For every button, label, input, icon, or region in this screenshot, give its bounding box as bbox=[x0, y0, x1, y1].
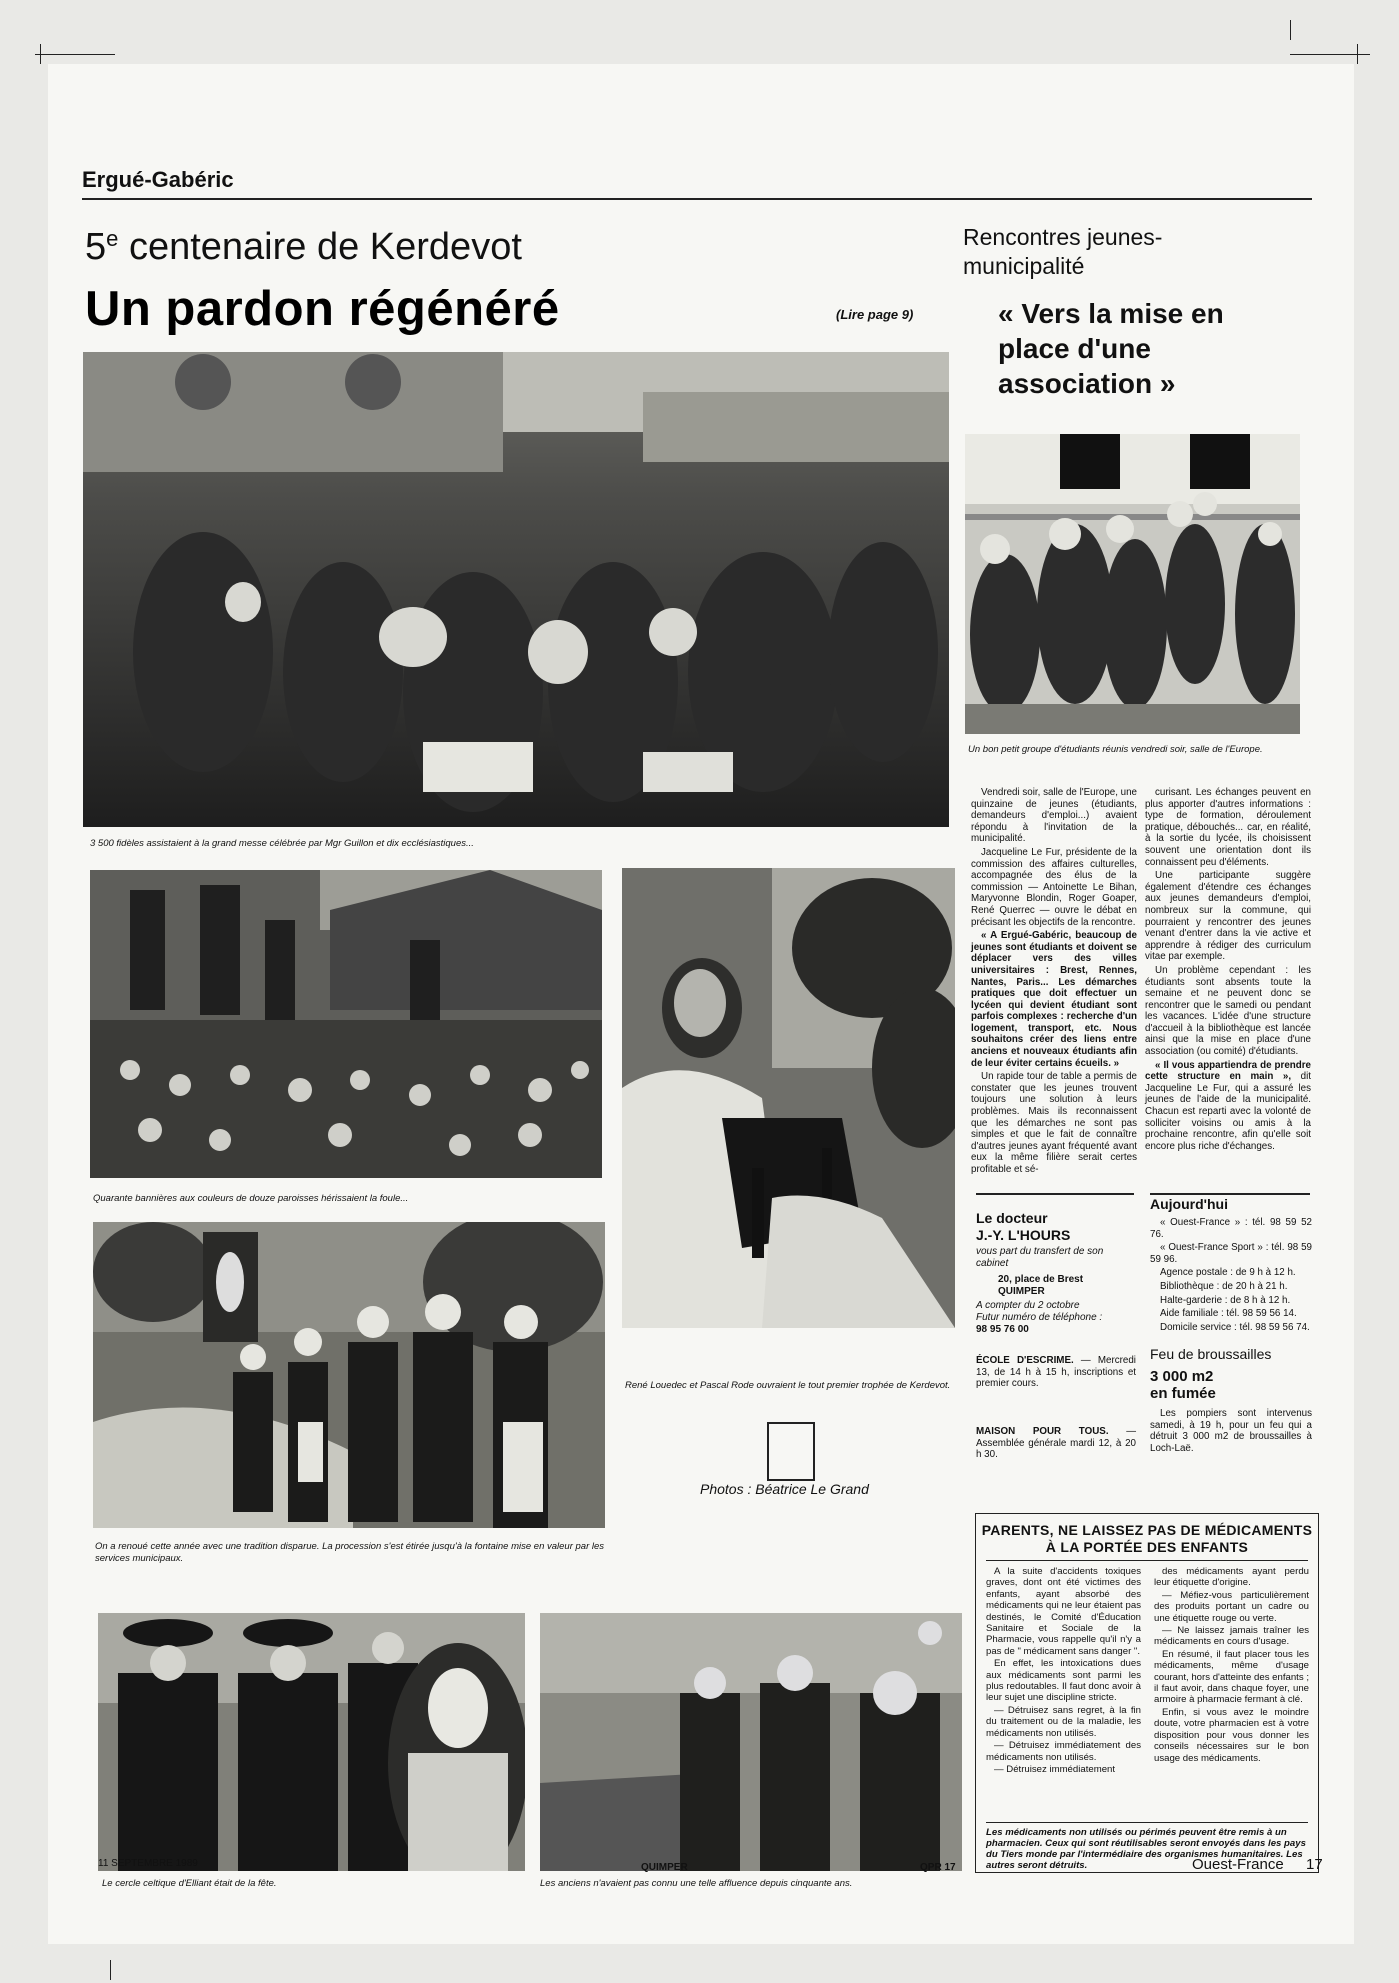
caption-anciens: Les anciens n'avaient pas connu une telle affluence depuis cinquante ans. bbox=[540, 1878, 853, 1889]
footer-paper: Ouest-France bbox=[1192, 1856, 1284, 1873]
today-box: Aujourd'hui « Ouest-France » : tél. 98 59 52 76. « Ouest-France Sport » : tél. 98 59 59 96. Agence postale : de 9 h à 12 h. Bibliothèque : de 20 h à 21 h. Halte-garderie : de 8 h à 12 h. Aide familiale : tél. 98 59 56 14. Domicile service : tél. 98 59 56 74. bbox=[1150, 1196, 1312, 1333]
crop-mark bbox=[1290, 54, 1370, 55]
photo-cercle-celtique bbox=[98, 1613, 525, 1871]
footer-page-number: 17 bbox=[1306, 1856, 1323, 1873]
crop-mark bbox=[40, 44, 41, 64]
photo-credit: Photos : Béatrice Le Grand bbox=[700, 1481, 869, 1497]
crop-mark bbox=[35, 54, 115, 55]
pharmacy-column-2: des médicaments ayant perdu leur étiquette d'origine. — Méfiez-vous particulièrement des produits portant un cadre ou une étiquette rouge ou verte. — Ne laissez jamais traîner les médicaments en cours d'usage. En résumé, il faut placer tous les médicaments, même d'usage courant, hors d'atteinte des enfants ; il faut avoir, dans chaque foyer, une armoire à pharmacie fermant à clé. Enfin, si vous avez le moindre doute, votre pharmacien est à votre disposition pour vous donner les conseils nécessaires sur le bon usage des médicaments. bbox=[1154, 1566, 1309, 1764]
section-label: Ergué-Gabéric bbox=[82, 167, 234, 192]
crop-mark bbox=[1290, 20, 1291, 40]
photo-credit-frame bbox=[767, 1422, 815, 1481]
section-rule bbox=[82, 198, 1312, 200]
photo-anciens bbox=[540, 1613, 962, 1871]
fire-article: Feu de broussailles 3 000 m2 en fumée Les pompiers sont intervenus samedi, à 19 h, pour un feu qui a détruit 3 000 m2 de broussailles à Loch-Laë. bbox=[1150, 1346, 1312, 1454]
brief-escrime: ÉCOLE D'ESCRIME. — Mercredi 13, de 14 h à 15 h, inscriptions et premier cours. bbox=[976, 1355, 1136, 1390]
caption-banners: Quarante bannières aux couleurs de douze paroisses hérissaient la foule... bbox=[93, 1193, 409, 1204]
main-kicker: 5e centenaire de Kerdevot bbox=[85, 226, 522, 268]
right-headline: « Vers la mise en place d'une association » bbox=[998, 298, 1224, 399]
photo-banners bbox=[90, 870, 602, 1178]
rule bbox=[986, 1822, 1308, 1823]
caption-cercle: Le cercle celtique d'Elliant était de la fête. bbox=[102, 1878, 277, 1889]
rule bbox=[986, 1560, 1308, 1561]
doctor-notice: Le docteur J.-Y. L'HOURS vous part du transfert de son cabinet 20, place de Brest QUIMPER A compter du 2 octobre Futur numéro de téléphone : 98 95 76 00 bbox=[976, 1210, 1104, 1335]
pharmacy-column-1: A la suite d'accidents toxiques graves, dont ont été victimes des enfants, ayant absorbé des médicaments qui ne leur étaient pas destinés, le Comité d'Éducation Sanitaire et Sociale de la Pharmacie, vous rappelle qu'il n'y a pas de " médicament sans danger ". En effet, les intoxications dues aux médicaments sont parmi les plus redoutables. Il faut donc avoir à leur sujet une discipline stricte. — Détruisez sans regret, à la fin du traitement ou de la maladie, les médicaments non utilisés. — Détruisez immédiatement des médicaments non utilisés. — Détruisez immédiatement bbox=[986, 1566, 1141, 1775]
caption-mass: 3 500 fidèles assistaient à la grand messe célébrée par Mgr Guillon et dix ecclésiastiques... bbox=[90, 838, 474, 849]
footer-date: 11 SEPTEMBRE 1989 bbox=[98, 1858, 198, 1869]
page-reference: (Lire page 9) bbox=[836, 307, 914, 322]
photo-procession bbox=[93, 1222, 605, 1528]
brief-maison: MAISON POUR TOUS. — Assemblée générale mardi 12, à 20 h 30. bbox=[976, 1426, 1136, 1461]
footer-city: QUIMPER bbox=[641, 1862, 688, 1873]
footer-code: QPR 17 bbox=[920, 1862, 956, 1873]
pharmacy-footnote: Les médicaments non utilisés ou périmés peuvent être remis à un pharmacien. Ceux qui sont réutilisables seront envoyés dans les pays du Tiers monde par l'intermédiaire des organismes humanitaires. Les autres seront détruits. bbox=[986, 1827, 1306, 1871]
crop-mark bbox=[1357, 44, 1358, 64]
pharmacy-warning-title: PARENTS, NE LAISSEZ PAS DE MÉDICAMENTS À LA PORTÉE DES ENFANTS bbox=[981, 1522, 1313, 1555]
photo-mass-crowd bbox=[83, 352, 949, 827]
main-headline: Un pardon régénéré bbox=[85, 282, 560, 336]
caption-bagpipers: René Louedec et Pascal Rode ouvraient le tout premier trophée de Kerdevot. bbox=[625, 1380, 951, 1391]
rule bbox=[976, 1193, 1134, 1195]
article-column-2: curisant. Les échanges peuvent en plus apporter d'autres informations : type de formation, déroulement pratique, débouchés... car, en réalité, à la sortie du lycée, ils choisissent souvent une orientation dont ils connaissent peu d'éléments. Une participante suggère également d'étendre ces échanges aux jeunes demandeurs d'emploi, nombreux sur la commune, qui pourraient y rencontrer des jeunes venant d'entrer dans la vie active et apprendre à rédiger des curriculum vitae par exemple. Un problème cependant : les étudiants sont absents toute la semaine et ne peuvent donc se rencontrer que le samedi ou pendant les vacances. L'idée d'une structure d'accueil à la bibliothèque est lancée ainsi que la mise en place d'une association (ou comité) d'étudiants. « Il vous appartiendra de prendre cette structure en main », dit Jacqueline Le Fur, qui a assuré les jeunes de l'aide de la municipalité. Chacun est reparti avec la volonté de solliciter voisins ou amis à la prochaine rencontre, afin qu'elle soit encore plus riche d'échanges. bbox=[1145, 787, 1311, 1152]
photo-bagpipers bbox=[622, 868, 955, 1328]
rule bbox=[1150, 1193, 1310, 1195]
photo-students bbox=[965, 434, 1300, 734]
article-column-1: Vendredi soir, salle de l'Europe, une quinzaine de jeunes (étudiants, demandeurs d'emploi...) avaient répondu à l'invitation de la municipalité. Jacqueline Le Fur, présidente de la commission des affaires culturelles, accompagnée des élus de la commission — Antoinette Le Bihan, Maryvonne Blondin, Roger Goaper, René Querrec — ouvre le débat en précisant les objectifs de la rencontre. « A Ergué-Gabéric, beaucoup de jeunes sont étudiants et doivent se déplacer vers des villes universitaires : Brest, Rennes, Nantes, Paris... Les démarches pratiques que doit effectuer un lycéen qui devient étudiant sont parfois complexes : recherche d'un logement, transport, etc. Nous souhaitons créer des liens entre anciens et nouveaux étudiants afin de leur éviter certains écueils. » Un rapide tour de table a permis de constater que les jeunes trouvent toujours une solution à leurs problèmes. Mais ils reconnaissent que les démarches ne sont pas simples et que le fait de connaître d'autres jeunes ayant fréquenté avant eux la même filière serait certes profitable et sé- bbox=[971, 787, 1138, 1175]
crop-mark bbox=[110, 1960, 111, 1980]
pharmacy-warning-box bbox=[975, 1513, 1319, 1873]
right-kicker: Rencontres jeunes-municipalité bbox=[963, 224, 1163, 279]
caption-students: Un bon petit groupe d'étudiants réunis vendredi soir, salle de l'Europe. bbox=[968, 744, 1263, 755]
caption-procession: On a renoué cette année avec une tradition disparue. La procession s'est étirée jusqu'à la fontaine mise en valeur par les services municipaux. bbox=[95, 1541, 605, 1564]
